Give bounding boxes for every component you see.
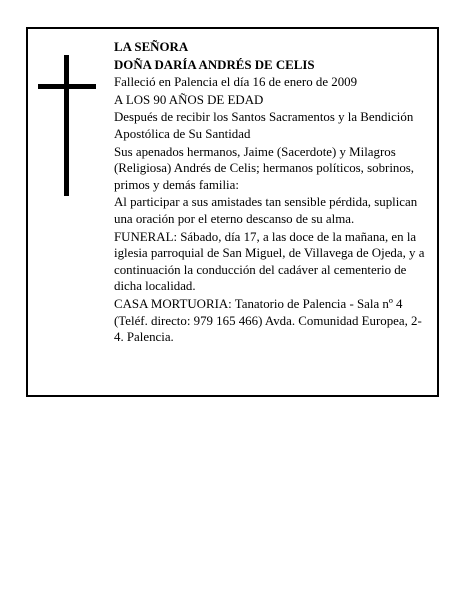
cross-icon <box>38 55 96 196</box>
funeral-info: FUNERAL: Sábado, día 17, a las doce de la mañana, en la iglesia parroquial de San Miguel, de Villavega de Ojeda, y a continuación la conducción del cadáver al cementerio de dicha localidad. <box>114 229 425 294</box>
request-line: Al participar a sus amistades tan sensible pérdida, suplican una oración por el eterno descanso de su alma. <box>114 195 418 226</box>
cross-vertical-bar <box>64 55 69 196</box>
family-line: Sus apenados hermanos, Jaime (Sacerdote) y Milagros (Religiosa) Andrés de Celis; hermanos políticos, sobrinos, primos y demás familia: <box>114 144 415 192</box>
cross-horizontal-bar <box>38 84 96 89</box>
mortuary-info: CASA MORTUORIA: Tanatorio de Palencia - Sala nº 4 (Teléf. directo: 979 165 466) Avda. Comunidad Europea, 2-4. Palencia. <box>114 296 422 345</box>
age-line: A LOS 90 AÑOS DE EDAD <box>114 92 264 107</box>
obituary-text <box>114 39 426 347</box>
death-date: Falleció en Palencia el día 16 de enero de 2009 <box>114 75 358 90</box>
deceased-title: LA SEÑORA <box>114 40 189 54</box>
deceased-name: DOÑA DARÍA ANDRÉS DE CELIS <box>114 57 315 72</box>
sacraments-line: Después de recibir los Santos Sacramentos y la Bendición Apostólica de Su Santidad <box>114 110 414 141</box>
